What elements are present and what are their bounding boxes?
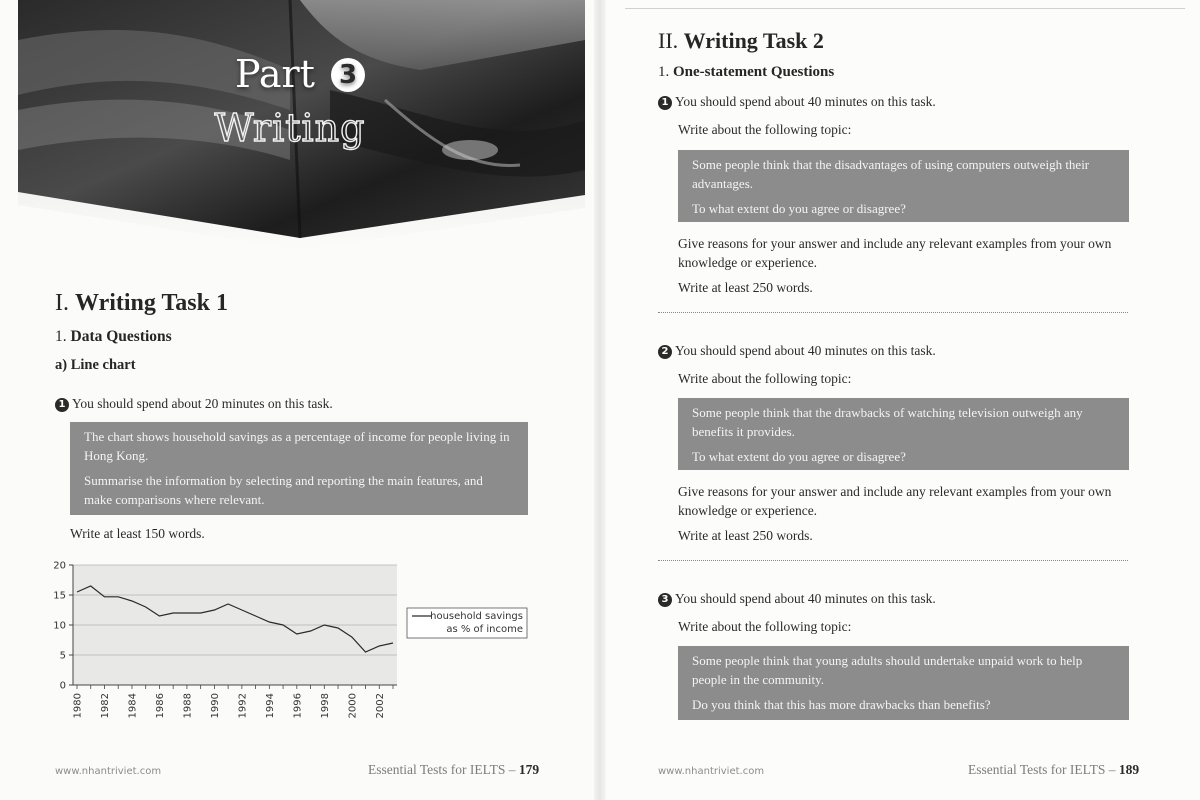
task-number-badge: 2 — [658, 345, 672, 359]
page-number: 189 — [1118, 762, 1140, 777]
divider — [658, 560, 1128, 561]
subsubsection-letter: a) — [55, 357, 68, 373]
topic-intro: Write about the following topic: — [678, 122, 852, 137]
task-instruction-text: You should spend about 40 minutes on this task. — [675, 591, 936, 606]
reasons-text: Give reasons for your answer and include any relevant examples from your own knowledge or experience. — [678, 484, 1112, 518]
task-instruction-text: You should spend about 20 minutes on this task. — [72, 396, 333, 411]
task-instruction — [658, 589, 936, 608]
footer-book-title: Essential Tests for IELTS — [368, 762, 506, 777]
line-chart — [55, 558, 545, 728]
task-prompt-box — [678, 398, 1129, 470]
footer-url: www.nhantriviet.com — [55, 766, 162, 777]
part-heading — [200, 52, 400, 96]
task-prompt-box — [678, 150, 1129, 222]
word-count: Write at least 250 words. — [678, 528, 813, 543]
right-page — [600, 0, 1200, 800]
task-instruction — [55, 394, 333, 413]
y-tick-label: 15 — [53, 590, 66, 602]
x-tick-label: 1994 — [264, 693, 276, 719]
subsection-title: Data Questions — [70, 328, 172, 345]
prompt-line: Do you think that this has more drawbacks than benefits? — [692, 697, 991, 712]
task-number-badge: 1 — [55, 398, 69, 412]
prompt-line: To what extent do you agree or disagree? — [692, 449, 906, 464]
task-number-badge: 1 — [658, 96, 672, 110]
prompt-line: The chart shows household savings as a percentage of income for people living in Hong Kong. — [84, 429, 510, 463]
footer-url: www.nhantriviet.com — [658, 766, 765, 777]
section-roman: II. — [658, 28, 679, 53]
part-label: Part — [234, 52, 315, 96]
subsubsection-heading — [55, 357, 136, 374]
legend-label-line2: as % of income — [446, 624, 523, 635]
x-tick-label: 2002 — [374, 693, 386, 719]
prompt-line: Summarise the information by selecting and reporting the main features, and make comparisons where relevant. — [84, 473, 483, 507]
x-tick-label: 1980 — [72, 693, 84, 719]
section-heading-task2 — [658, 28, 824, 54]
subsection-title: One-statement Questions — [673, 64, 835, 80]
page-number: 179 — [518, 762, 540, 777]
task-number-badge: 3 — [658, 593, 672, 607]
x-tick-label: 1996 — [292, 693, 304, 719]
section-title: Writing Task 1 — [75, 290, 228, 316]
x-tick-label: 1992 — [237, 693, 249, 719]
x-tick-label: 2000 — [347, 693, 359, 719]
prompt-line: Some people think that the disadvantages of using computers outweigh their advantages. — [692, 157, 1090, 191]
topic-intro: Write about the following topic: — [678, 619, 852, 634]
word-count: Write at least 150 words. — [70, 526, 205, 541]
book-gutter — [594, 0, 606, 800]
task-prompt-box — [678, 646, 1129, 720]
x-tick-label: 1984 — [127, 693, 139, 719]
x-tick-label: 1998 — [319, 693, 331, 719]
part-number-badge: 3 — [331, 58, 365, 92]
word-count: Write at least 250 words. — [678, 280, 813, 295]
legend-label-line1: household savings — [430, 611, 523, 622]
divider — [658, 312, 1128, 313]
top-rule — [625, 8, 1185, 9]
section-word: Writing — [214, 106, 366, 150]
y-tick-label: 0 — [59, 680, 66, 692]
task-instruction-text: You should spend about 40 minutes on this task. — [675, 343, 936, 358]
y-tick-label: 20 — [53, 560, 66, 572]
y-tick-label: 10 — [53, 620, 66, 632]
footer-separator: – — [1108, 762, 1116, 777]
task-instruction — [658, 341, 936, 360]
legend — [407, 608, 527, 638]
section-heading-task1 — [55, 290, 228, 317]
subsection-number: 1. — [55, 328, 67, 345]
task-instruction — [658, 92, 936, 111]
prompt-line: To what extent do you agree or disagree? — [692, 201, 906, 216]
footer-separator: – — [508, 762, 516, 777]
task-instruction-text: You should spend about 40 minutes on this task. — [675, 94, 936, 109]
part-banner — [0, 0, 600, 260]
subsubsection-title: Line chart — [70, 357, 136, 373]
prompt-line: Some people think that the drawbacks of watching television outweigh any benefits it provides. — [692, 405, 1083, 439]
section-title: Writing Task 2 — [683, 28, 824, 53]
footer-book — [968, 762, 1139, 778]
topic-intro: Write about the following topic: — [678, 371, 852, 386]
chart-svg — [55, 558, 545, 728]
y-tick-label: 5 — [59, 650, 66, 662]
subsection-number: 1. — [658, 64, 670, 80]
footer-book-title: Essential Tests for IELTS — [968, 762, 1106, 777]
prompt-line: Some people think that young adults should undertake unpaid work to help people in the community. — [692, 653, 1083, 687]
subsection-heading — [55, 328, 172, 346]
reasons-text: Give reasons for your answer and include any relevant examples from your own knowledge or experience. — [678, 236, 1112, 270]
x-tick-label: 1990 — [209, 693, 221, 719]
task-prompt-box — [70, 422, 528, 515]
subsection-heading — [658, 64, 834, 81]
x-tick-label: 1982 — [99, 693, 111, 719]
x-tick-label: 1988 — [182, 693, 194, 719]
x-tick-label: 1986 — [154, 693, 166, 719]
footer-book — [368, 762, 539, 778]
section-roman: I. — [55, 290, 69, 316]
